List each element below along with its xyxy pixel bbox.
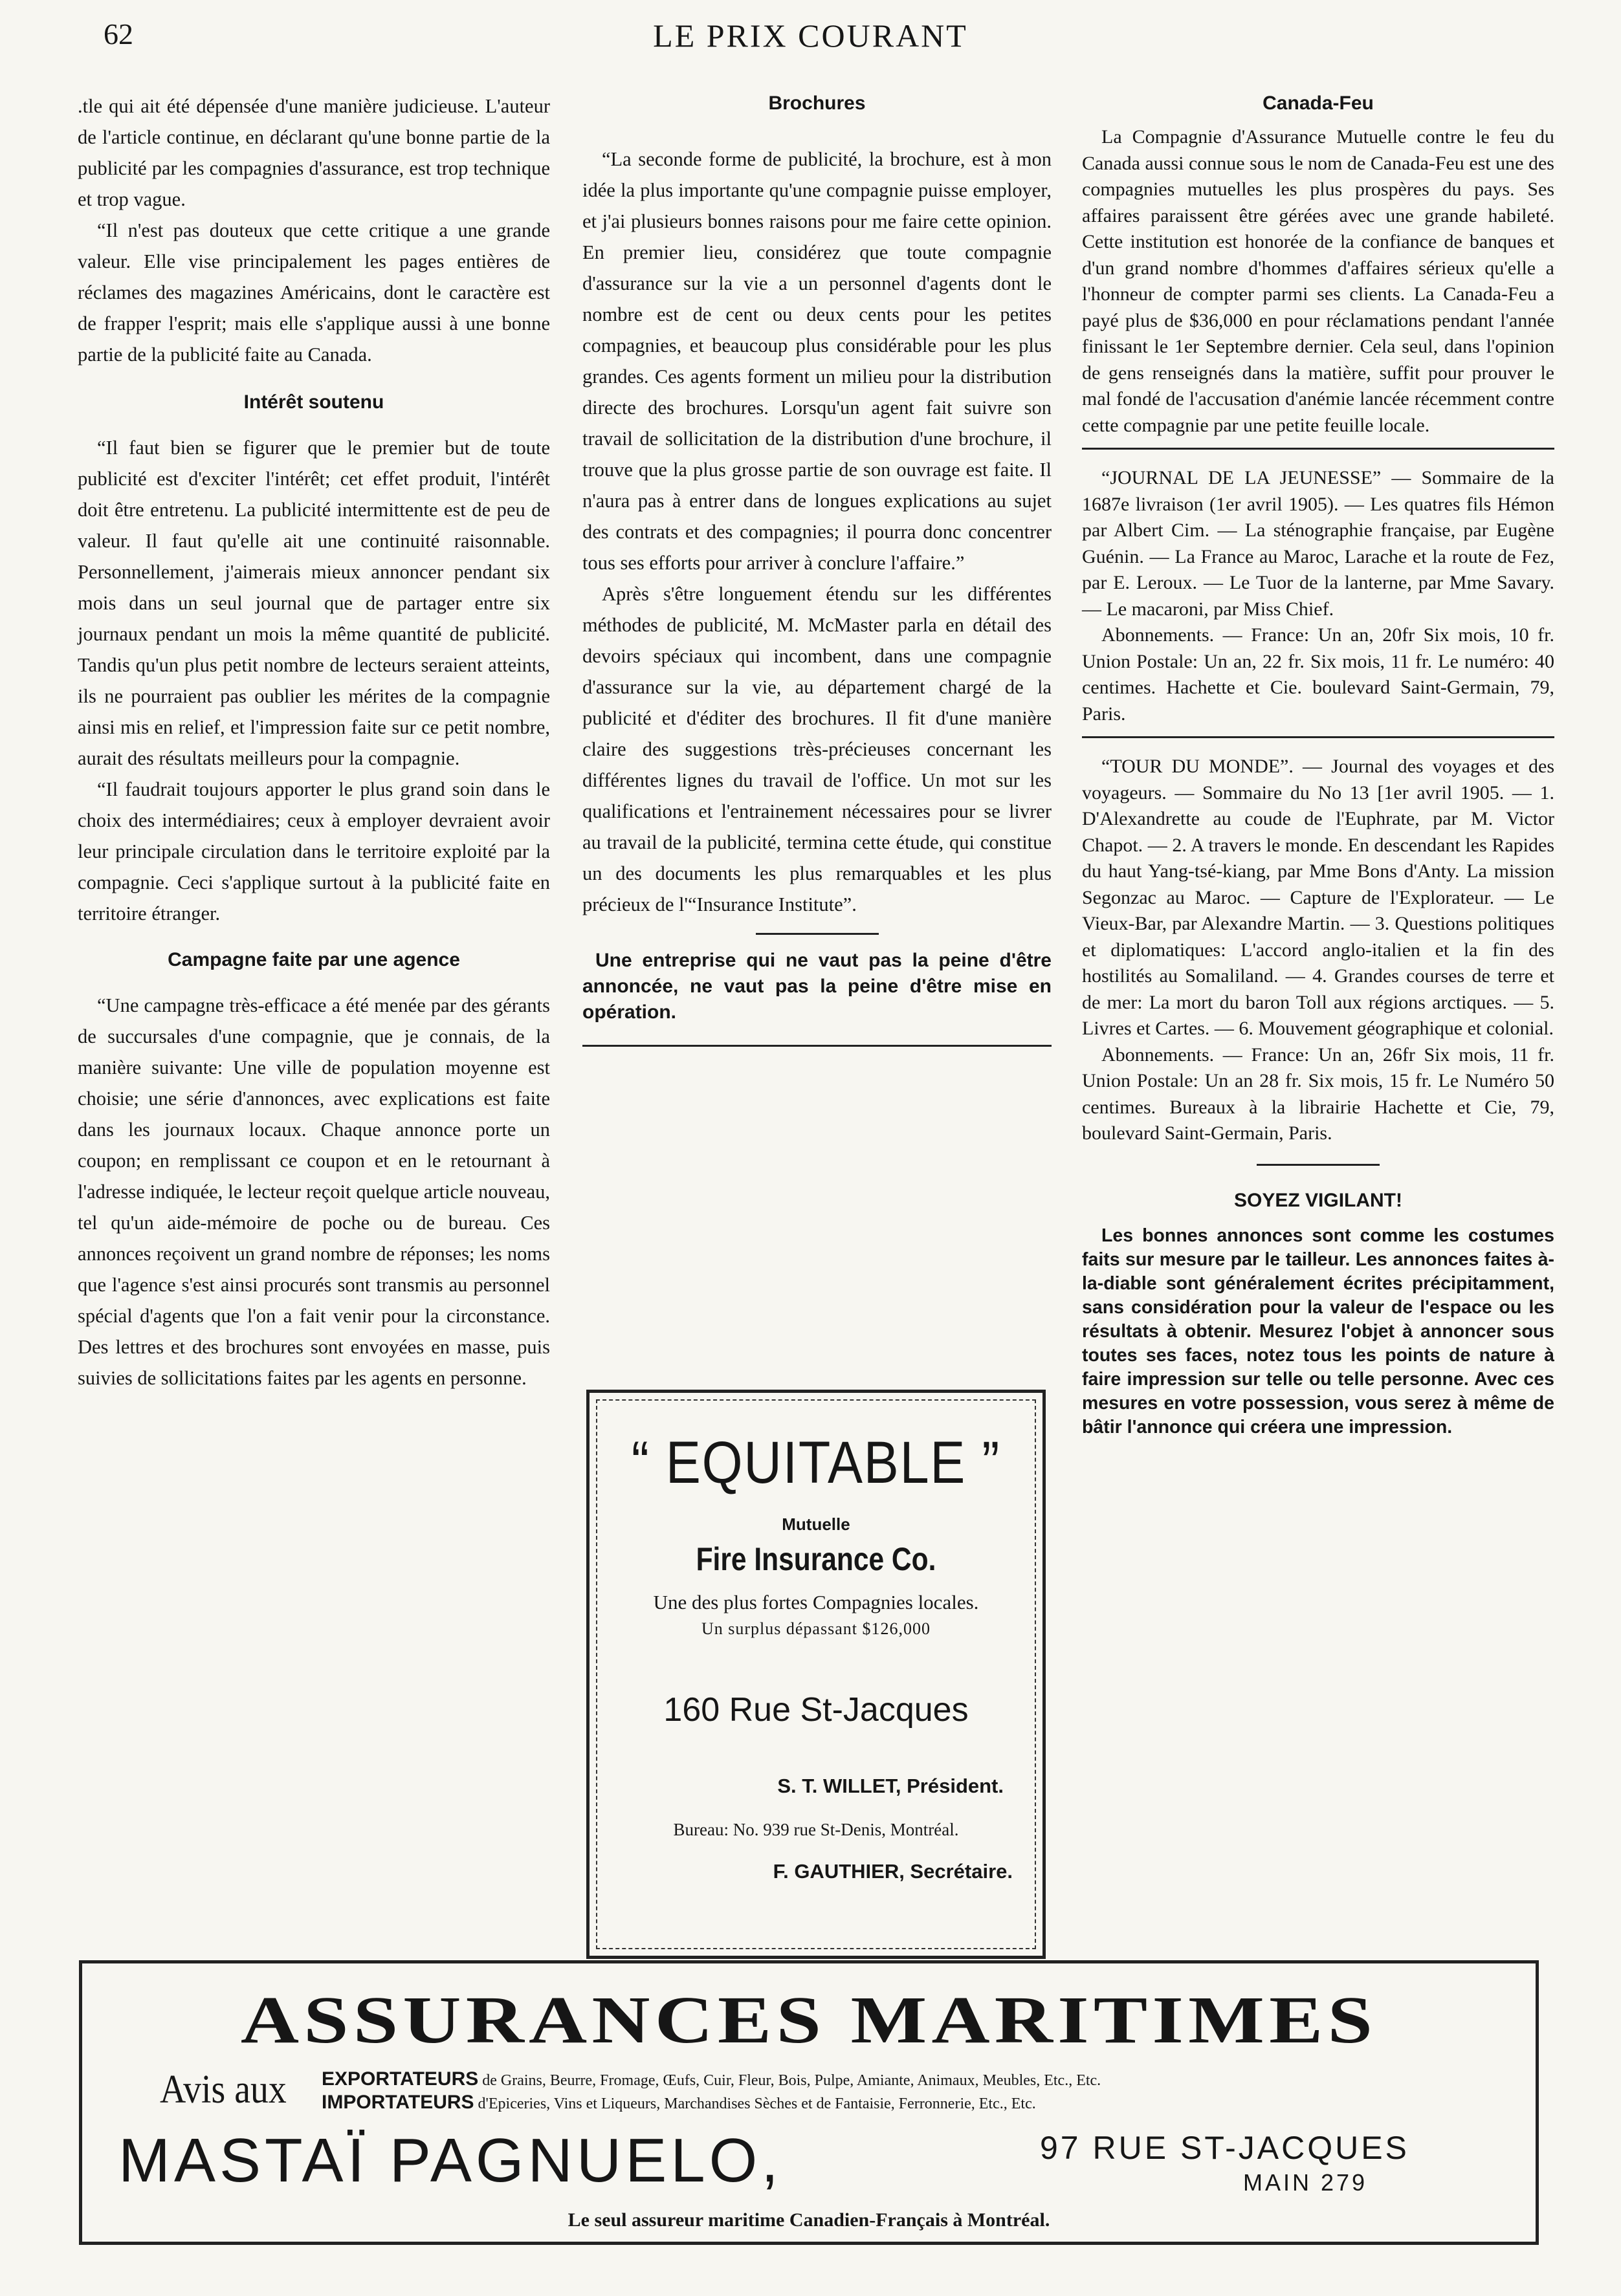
ad-exportateurs-goods: de Grains, Beurre, Fromage, Œufs, Cuir, Fleur, Bois, Pulpe, Amiante, Animaux, Meubles, Etc., Etc. bbox=[482, 2072, 1101, 2089]
section-heading-campagne: Campagne faite par une agence bbox=[168, 949, 460, 970]
right-column bbox=[1082, 91, 1554, 1439]
ad-importateurs-line bbox=[322, 2092, 1036, 2114]
maxim: Une entreprise qui ne vaut pas la peine d'être annoncée, ne vaut pas la peine d'être mise en opération. bbox=[582, 950, 1052, 1023]
section-heading-canada-feu: Canada-Feu bbox=[1263, 93, 1374, 114]
maritime-insurance-advertisement bbox=[79, 1960, 1539, 2245]
ad-footer: Le seul assureur maritime Canadien-Français à Montréal. bbox=[568, 2209, 1050, 2231]
ad-address: 160 Rue St-Jacques bbox=[663, 1691, 969, 1729]
left-column bbox=[78, 91, 550, 1394]
divider bbox=[582, 1045, 1052, 1047]
paragraph: La Compagnie d'Assurance Mutuelle contre le feu du Canada aussi connue sous le nom de Canada-Feu est une des compagnies mutuelles les plus prospères du pays. Ses affaires paraissent être gérées avec une grande habileté. Cette institution est honorée de la confiance de banques et d'un grand nombre d'hommes d'affaires sérieux qu'elle a l'honneur de compter parmi ses clients. La Canada-Feu a payé plus de $36,000 en pour réclamations pendant l'année finissant le 1er Septembre dernier. Cela seul, dans l'opinion de gens renseignés dans la matière, suffit pour prouver le mal fondé de l'accusation d'anémie lancée récemment contre cette compagnie par une petite feuille locale. bbox=[1082, 126, 1554, 436]
paragraph: “Il faudrait toujours apporter le plus grand soin dans le choix des intermédiaires; ceux à employer devraient avoir leur principale circulation dans le territoire exploité par la compagnie. Ceci s'applique surtout à la publicité faite en territoire étranger. bbox=[78, 778, 550, 924]
ad-title: ASSURANCES MARITIMES bbox=[240, 1983, 1378, 2057]
ad-president: S. T. WILLET, Président. bbox=[777, 1775, 1004, 1797]
equitable-advertisement bbox=[586, 1390, 1046, 1959]
paragraph: “Une campagne très-efficace a été menée par des gérants de succursales d'une compagnie, que je connais, de la manière suivante: Une ville de population moyenne est choisie; une série d'annonces, avec explications est faite dans les journaux locaux. Chaque annonce porte un coupon; en remplissant ce coupon et en le retournant à l'adresse indiquée, le lecteur reçoit quelque article nouveau, tel qu'un aide-mémoire de poche ou de bureau. Ces annonces reçoivent un grand nombre de réponses; les noms que l'agence s'est ainsi procurés sont transmis au personnel spécial d'agents que l'on a fait venir pour la circonstance. Des lettres et des brochures sont envoyées en masse, puis suivies de sollicitations faites par les agents en personne. bbox=[78, 994, 550, 1389]
vigilant-text: Les bonnes annonces sont comme les costumes faits sur mesure par le tailleur. Les annonces faites à-la-diable sont généralement écrites précipitamment, sans considération pour la valeur de l'espace ou les résultats à obtenir. Mesurez l'objet à annoncer sous toutes ses faces, notez tous les points de nature à faire impression sur telle ou telle personne. Avec ces mesures en votre possession, vous serez à même de bâtir l'annonce qui créera une impression. bbox=[1082, 1225, 1554, 1438]
ad-mutuelle: Mutuelle bbox=[782, 1514, 850, 1534]
ad-company-name: “ EQUITABLE ” bbox=[631, 1430, 1001, 1496]
section-heading-vigilant: SOYEZ VIGILANT! bbox=[1233, 1189, 1402, 1211]
paragraph: “Il faut bien se figurer que le premier but de toute publicité est d'exciter l'intérêt; cet effet produit, l'intérêt doit être entretenu. La publicité intermittente est de peu de valeur. Il faut qu'elle ait une continuité raisonnable. Personnellement, j'aimerais mieux annoncer pendant six mois dans un seul journal que de partager entre six journaux pendant un mois la même quantité de publicité. Tandis qu'un plus petit nombre de lecteurs seraient atteints, ils ne pourraient pas oublier les mérites de la compagnie ainsi mis en relief, et l'impression faite sur ce petit nombre, aurait des résultats meilleurs pour la compagnie. bbox=[78, 437, 550, 769]
ad-insurer-address: 97 RUE ST-JACQUES bbox=[1040, 2130, 1409, 2166]
paragraph: Abonnements. — France: Un an, 20fr Six mois, 10 fr. Union Postale: Un an, 22 fr. Six mois, 11 fr. Le numéro: 40 centimes. Hachette et Cie. boulevard Saint-Germain, 79, Paris. bbox=[1082, 624, 1554, 725]
ad-importateurs-goods: d'Epiceries, Vins et Liqueurs, Marchandises Sèches et de Fantaisie, Ferronnerie, Etc., Etc. bbox=[478, 2095, 1036, 2112]
paragraph: “La seconde forme de publicité, la brochure, est à mon idée la plus importante qu'une compagnie puisse employer, et j'ai plusieurs bonnes raisons pour me faire cette opinion. En premier lieu, considérez que toute compagnie d'assurance sur la vie a un personnel d'agents dont le nombre est de cent ou deux cents pour les petites compagnies, et beaucoup plus considérable pour les plus grandes. Ces agents forment un milieu pour la distribution directe des brochures. Lorsqu'un agent fait suivre son travail de sollicitation de la distribution d'une brochure, il trouve que la plus grosse partie de son ouvrage est faite. Il n'aura pas à entrer dans de longues explications au sujet des contrats et des compagnies; il pourra donc concentrer tous ses efforts pour arriver à conclure l'affaire.” bbox=[582, 148, 1052, 574]
paragraph: Abonnements. — France: Un an, 26fr Six mois, 11 fr. Union Postale: Un an 28 fr. Six mois, 15 fr. Le Numéro 50 centimes. Bureaux à la librairie Hachette et Cie, 79, boulevard Saint-Germain, Paris. bbox=[1082, 1044, 1554, 1144]
section-heading-interet: Intérêt soutenu bbox=[243, 391, 384, 413]
ad-bureau: Bureau: No. 939 rue St-Denis, Montréal. bbox=[673, 1820, 959, 1839]
paragraph: “JOURNAL DE LA JEUNESSE” — Sommaire de la 1687e livraison (1er avril 1905). — Les quatres fils Hémon par Albert Cim. — La sténographie française, par Eugène Guénin. — La France au Maroc, Larache et la route de Fez, par E. Leroux. — Le Tuor de la lanterne, par Mme Savary. — Le macaroni, par Miss Chief. bbox=[1082, 467, 1554, 620]
ad-insurer-phone: MAIN 279 bbox=[1243, 2169, 1368, 2196]
journal-title: LE PRIX COURANT bbox=[653, 17, 968, 54]
page-number: 62 bbox=[104, 17, 133, 50]
paragraph: “TOUR DU MONDE”. — Journal des voyages et des voyageurs. — Sommaire du No 13 [1er avril 1905. — 1. D'Alexandrette au coude de l'Euphrate, par M. Victor Chapot. — 2. A travers le monde. En descendant les Rapides du haut Yang-tsé-kiang, par Mme Bons d'Anty. La mission Segonzac au Maroc. — Capture de l'Explorateur. — Le Vieux-Bar, par Alexandre Martin. — 3. Questions politiques et diplomatiques: L'accord anglo-italien et la fin des hostilités au Somaliland. — 4. Grandes courses de terre et de mer: La mort du baron Toll aux régions arctiques. — 5. Livres et Cartes. — 6. Mouvement géographique et colonial. bbox=[1082, 756, 1554, 1039]
ad-exportateurs-line bbox=[322, 2068, 1101, 2090]
ad-exportateurs: EXPORTATEURS bbox=[322, 2068, 479, 2090]
middle-column bbox=[582, 91, 1052, 1047]
paragraph: .tle qui ait été dépensée d'une manière judicieuse. L'auteur de l'article continue, en déclarant qu'une bonne partie de la publicité par les compagnies d'assurance, est trop technique et trop vague. bbox=[78, 95, 550, 210]
section-heading-brochures: Brochures bbox=[768, 93, 866, 114]
ad-tagline: Une des plus fortes Compagnies locales. bbox=[653, 1591, 979, 1613]
ad-company-type: Fire Insurance Co. bbox=[696, 1541, 936, 1577]
ad-secretary: F. GAUTHIER, Secrétaire. bbox=[773, 1860, 1013, 1883]
paragraph: “Il n'est pas douteux que cette critique a une grande valeur. Elle vise principalement les pages entières de réclames des magazines Américains, dont le caractère est de frapper l'esprit; mais elle s'applique aussi à une bonne partie de la publicité faite au Canada. bbox=[78, 219, 550, 366]
ad-insurer-name: MASTAÏ PAGNUELO, bbox=[118, 2126, 782, 2195]
ad-surplus: Un surplus dépassant $126,000 bbox=[701, 1619, 931, 1638]
ad-avis: Avis aux bbox=[160, 2068, 287, 2112]
paragraph: Après s'être longuement étendu sur les différentes méthodes de publicité, M. McMaster parla en détail des devoirs spéciaux qui incombent, dans une compagnie d'assurance sur la vie, au département chargé de la publicité et d'éditer des brochures. Il fit d'une manière claire des suggestions très-précieuses concernant les différentes lignes du travail de l'office. Un mot sur les qualifications et l'entrainement nécessaires pour se livrer au travail de la publicité, termina cette étude, qui constitue un des documents les plus remarquables et les plus précieux de l'“Insurance Institute”. bbox=[582, 583, 1052, 915]
ad-importateurs: IMPORTATEURS bbox=[322, 2092, 474, 2113]
